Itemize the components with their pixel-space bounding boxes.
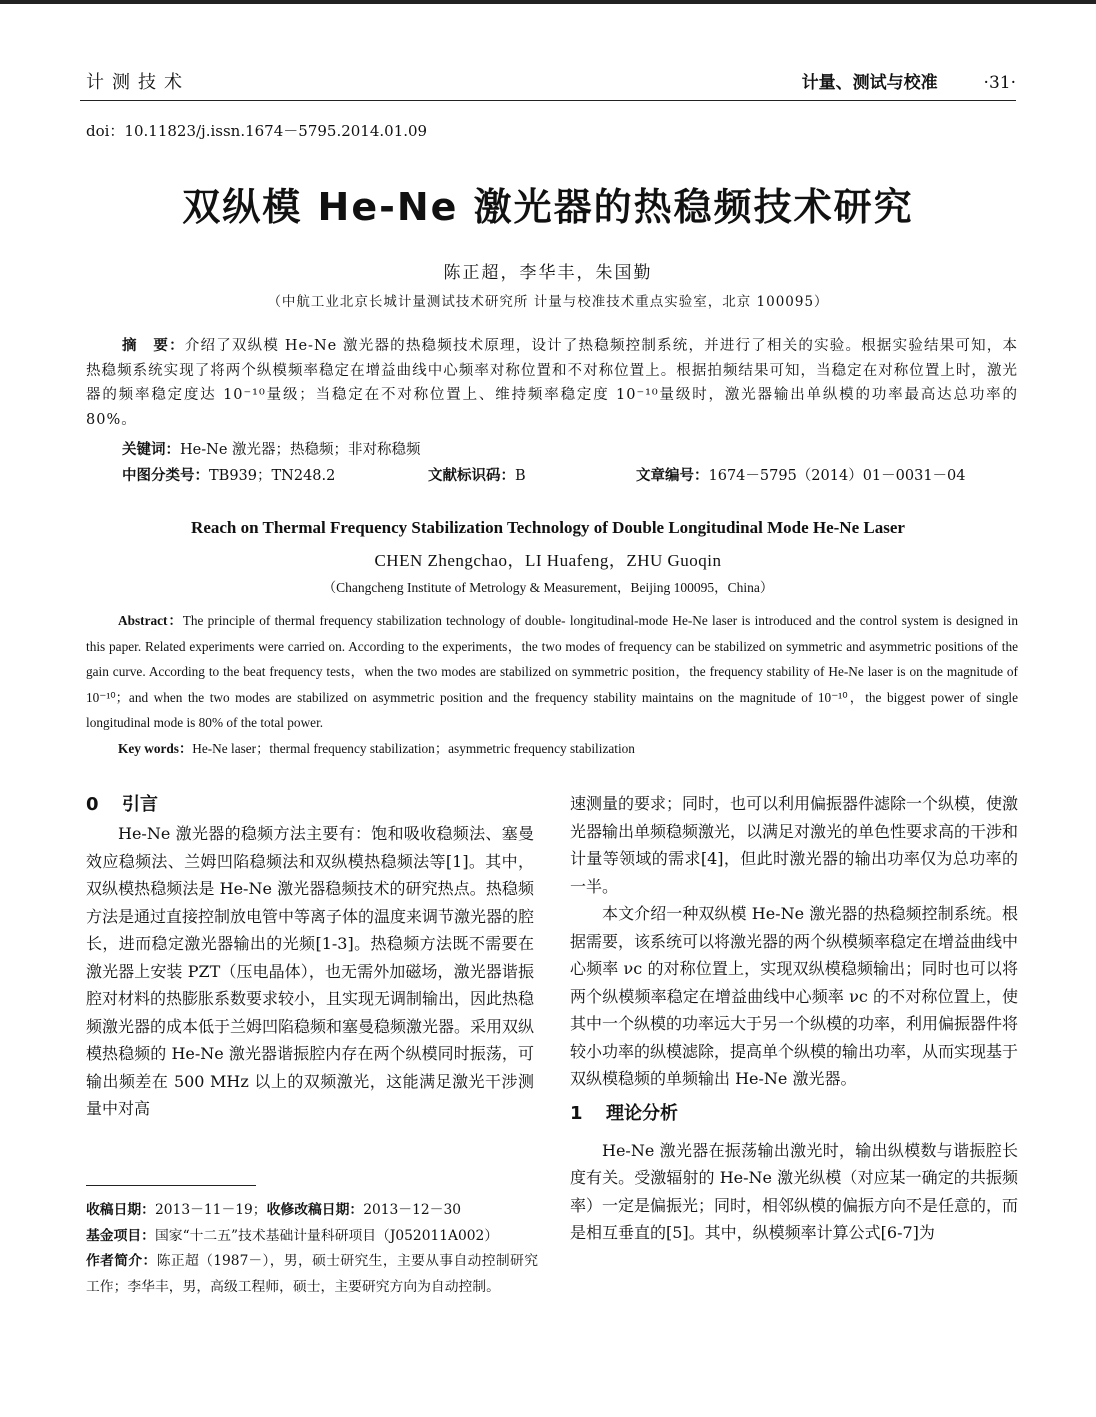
keywords-cn-text: He-Ne 激光器；热稳频；非对称稳频 xyxy=(180,442,421,458)
keywords-en xyxy=(118,738,635,757)
revised-date: 2013－12－30 xyxy=(363,1202,462,1218)
top-border xyxy=(0,0,1096,4)
keywords-cn-label: 关键词： xyxy=(122,442,180,458)
classification-line xyxy=(122,464,992,485)
footnote xyxy=(86,1198,538,1300)
paper-title: 双纵模 He-Ne 激光器的热稳频技术研究 xyxy=(182,185,914,229)
section-title: 引言 xyxy=(122,794,158,815)
section-heading-theory xyxy=(570,1099,1018,1129)
doc-code xyxy=(428,464,526,485)
left-column xyxy=(86,790,534,1123)
paper-title-en: Reach on Thermal Frequency Stabilization Technology of Double Longitudinal Mode He-Ne Laser xyxy=(191,518,905,537)
revised-label: 收修改稿日期： xyxy=(266,1202,364,1218)
abstract-en-label: Abstract： xyxy=(118,613,183,628)
theory-paragraph: He-Ne 激光器在振荡输出激光时，输出纵模数与谐振腔长度有关。受激辐射的 He-Ne 激光纵模（对应某一确定的共振频率）一定是偏振光；同时，相邻纵模的偏振方向不是任意的，而是相互垂直的[5]。其中，纵模频率计算公式[6-7]为 xyxy=(570,1140,1019,1242)
bio-text: 陈正超（1987－），男，硕士研究生，主要从事自动控制研究工作；李华丰，男，高级工程师，硕士，主要研究方向为自动控制。 xyxy=(86,1253,538,1295)
bio-label: 作者简介： xyxy=(86,1253,157,1269)
abstract-en xyxy=(86,608,1018,736)
affiliation-en: （Changcheng Institute of Metrology & Measurement，Beijing 100095，China） xyxy=(322,580,774,595)
abstract-cn-text: 介绍了双纵模 He-Ne 激光器的热稳频技术原理，设计了热稳频控制系统，并进行了相关的实验。根据实验结果可知，本热稳频系统实现了将两个纵模频率稳定在增益曲线中心频率对称位置和不对称位置上。根据拍频结果可知，当稳定在对称位置上时，激光器的频率稳定度达 10⁻¹⁰量级；当稳定在不对称位置上、维持频率稳定度 10⁻¹⁰量级时，激光器输出单纵模的功率最高达总功率的 80%。 xyxy=(86,338,1019,428)
doi: doi：10.11823/j.issn.1674－5795.2014.01.09 xyxy=(86,122,428,140)
abstract-cn-label: 摘 要： xyxy=(122,338,185,354)
clc-label: 中图分类号： xyxy=(122,468,209,484)
art-value: 1674－5795（2014）01－0031－04 xyxy=(708,468,966,484)
abstract-en-text: The principle of thermal frequency stabilization technology of double- longitudinal-mode He-Ne laser is introduced and the control system is designed in this paper. Related experiments were carried on. According to the experiments，the two modes of frequency can be stabilized on symmetric and asymmetric positions of the gain curve. According to the beat frequency tests，when the two modes are stabilized on symmetric position，the frequency stability of He-Ne laser is on the magnitude of 10⁻¹⁰；and when the two modes are stabilized on asymmetric position and the frequency stability maintains on the magnitude of 10⁻¹⁰，the biggest power of single longitudinal mode is 80% of the total power. xyxy=(86,613,1018,731)
abstract-cn xyxy=(86,334,1018,432)
section-title: 理论分析 xyxy=(606,1102,678,1124)
doc-label: 文献标识码： xyxy=(428,468,515,484)
right-column xyxy=(570,790,1018,1247)
bio-line xyxy=(86,1249,538,1300)
keywords-en-label: Key words： xyxy=(118,741,193,756)
intro-continued-paragraph: 速测量的要求；同时，也可以利用偏振器件滤除一个纵模，使激光器输出单频稳频激光，以满足对激光的单色性要求高的干涉和计量等领域的需求[4]，但此时激光器的输出功率仅为总功率的一半。 xyxy=(570,794,1019,896)
page-number: ·31· xyxy=(983,73,1016,93)
intro-paragraph: He-Ne 激光器的稳频方法主要有：饱和吸收稳频法、塞曼效应稳频法、兰姆凹陷稳频法和双纵模热稳频法等[1]。其中，双纵模热稳频法是 He-Ne 激光器稳频技术的研究热点。热稳频方法是通过直接控制放电管中等离子体的温度来调节激光器的腔长，进而稳定激光器输出的光频[1-3]。热稳频方法既不需要在激光器上安装 PZT（压电晶体），也无需外加磁场，激光器谐振腔对材料的热膨胀系数要求较小，且实现无调制输出，因此热稳频激光器的成本低于兰姆凹陷稳频和塞曼稳频激光器。采用双纵模热稳频的 He-Ne 激光器谐振腔内存在两个纵模同时振荡，可输出频差在 500 MHz 以上的双频激光，这能满足激光干涉测量中对高 xyxy=(86,824,535,1118)
clc-code xyxy=(122,468,335,484)
keywords-cn xyxy=(122,438,421,459)
clc-value: TB939；TN248.2 xyxy=(209,468,336,484)
footnote-rule xyxy=(86,1185,256,1186)
received-line xyxy=(86,1198,538,1224)
journal-name: 计测技术 xyxy=(86,72,190,93)
fund-line xyxy=(86,1224,538,1250)
received-label: 收稿日期： xyxy=(86,1202,155,1218)
section-number: 1 xyxy=(570,1102,583,1124)
header-rule xyxy=(80,100,1016,101)
authors-en: CHEN Zhengchao，LI Huafeng，ZHU Guoqin xyxy=(374,551,722,570)
affiliation: （中航工业北京长城计量测试技术研究所 计量与校准技术重点实验室，北京 100095） xyxy=(267,294,829,310)
fund-text: 国家“十二五”技术基础计量科研项目（J052011A002） xyxy=(154,1227,499,1244)
fund-label: 基金项目： xyxy=(86,1227,155,1244)
section-name xyxy=(802,68,1016,93)
section-label: 计量、测试与校准 xyxy=(801,73,938,93)
article-number xyxy=(636,464,966,485)
authors: 陈正超，李华丰，朱国勤 xyxy=(443,263,653,283)
section-number: 0 xyxy=(86,794,99,815)
art-label: 文章编号： xyxy=(636,468,709,484)
received-date: 2013－11－19； xyxy=(154,1202,267,1218)
keywords-en-text: He-Ne laser；thermal frequency stabilization；asymmetric frequency stabilization xyxy=(192,741,635,756)
system-paragraph: 本文介绍一种双纵模 He-Ne 激光器的热稳频控制系统。根据需要，该系统可以将激光器的两个纵模频率稳定在增益曲线中心频率 νc 的对称位置上，实现双纵模稳频输出；同时也可以将两个纵模频率稳定在增益曲线中心频率 νc 的不对称位置上，使其中一个纵模的功率远大于另一个纵模的功率，利用偏振器件将较小功率的纵模滤除，提高单个纵模的输出功率，从而实现基于双纵模稳频的单频输出 He-Ne 激光器。 xyxy=(570,904,1019,1088)
doc-value: B xyxy=(515,468,526,484)
running-header xyxy=(86,68,1016,98)
section-heading-intro xyxy=(86,790,534,820)
